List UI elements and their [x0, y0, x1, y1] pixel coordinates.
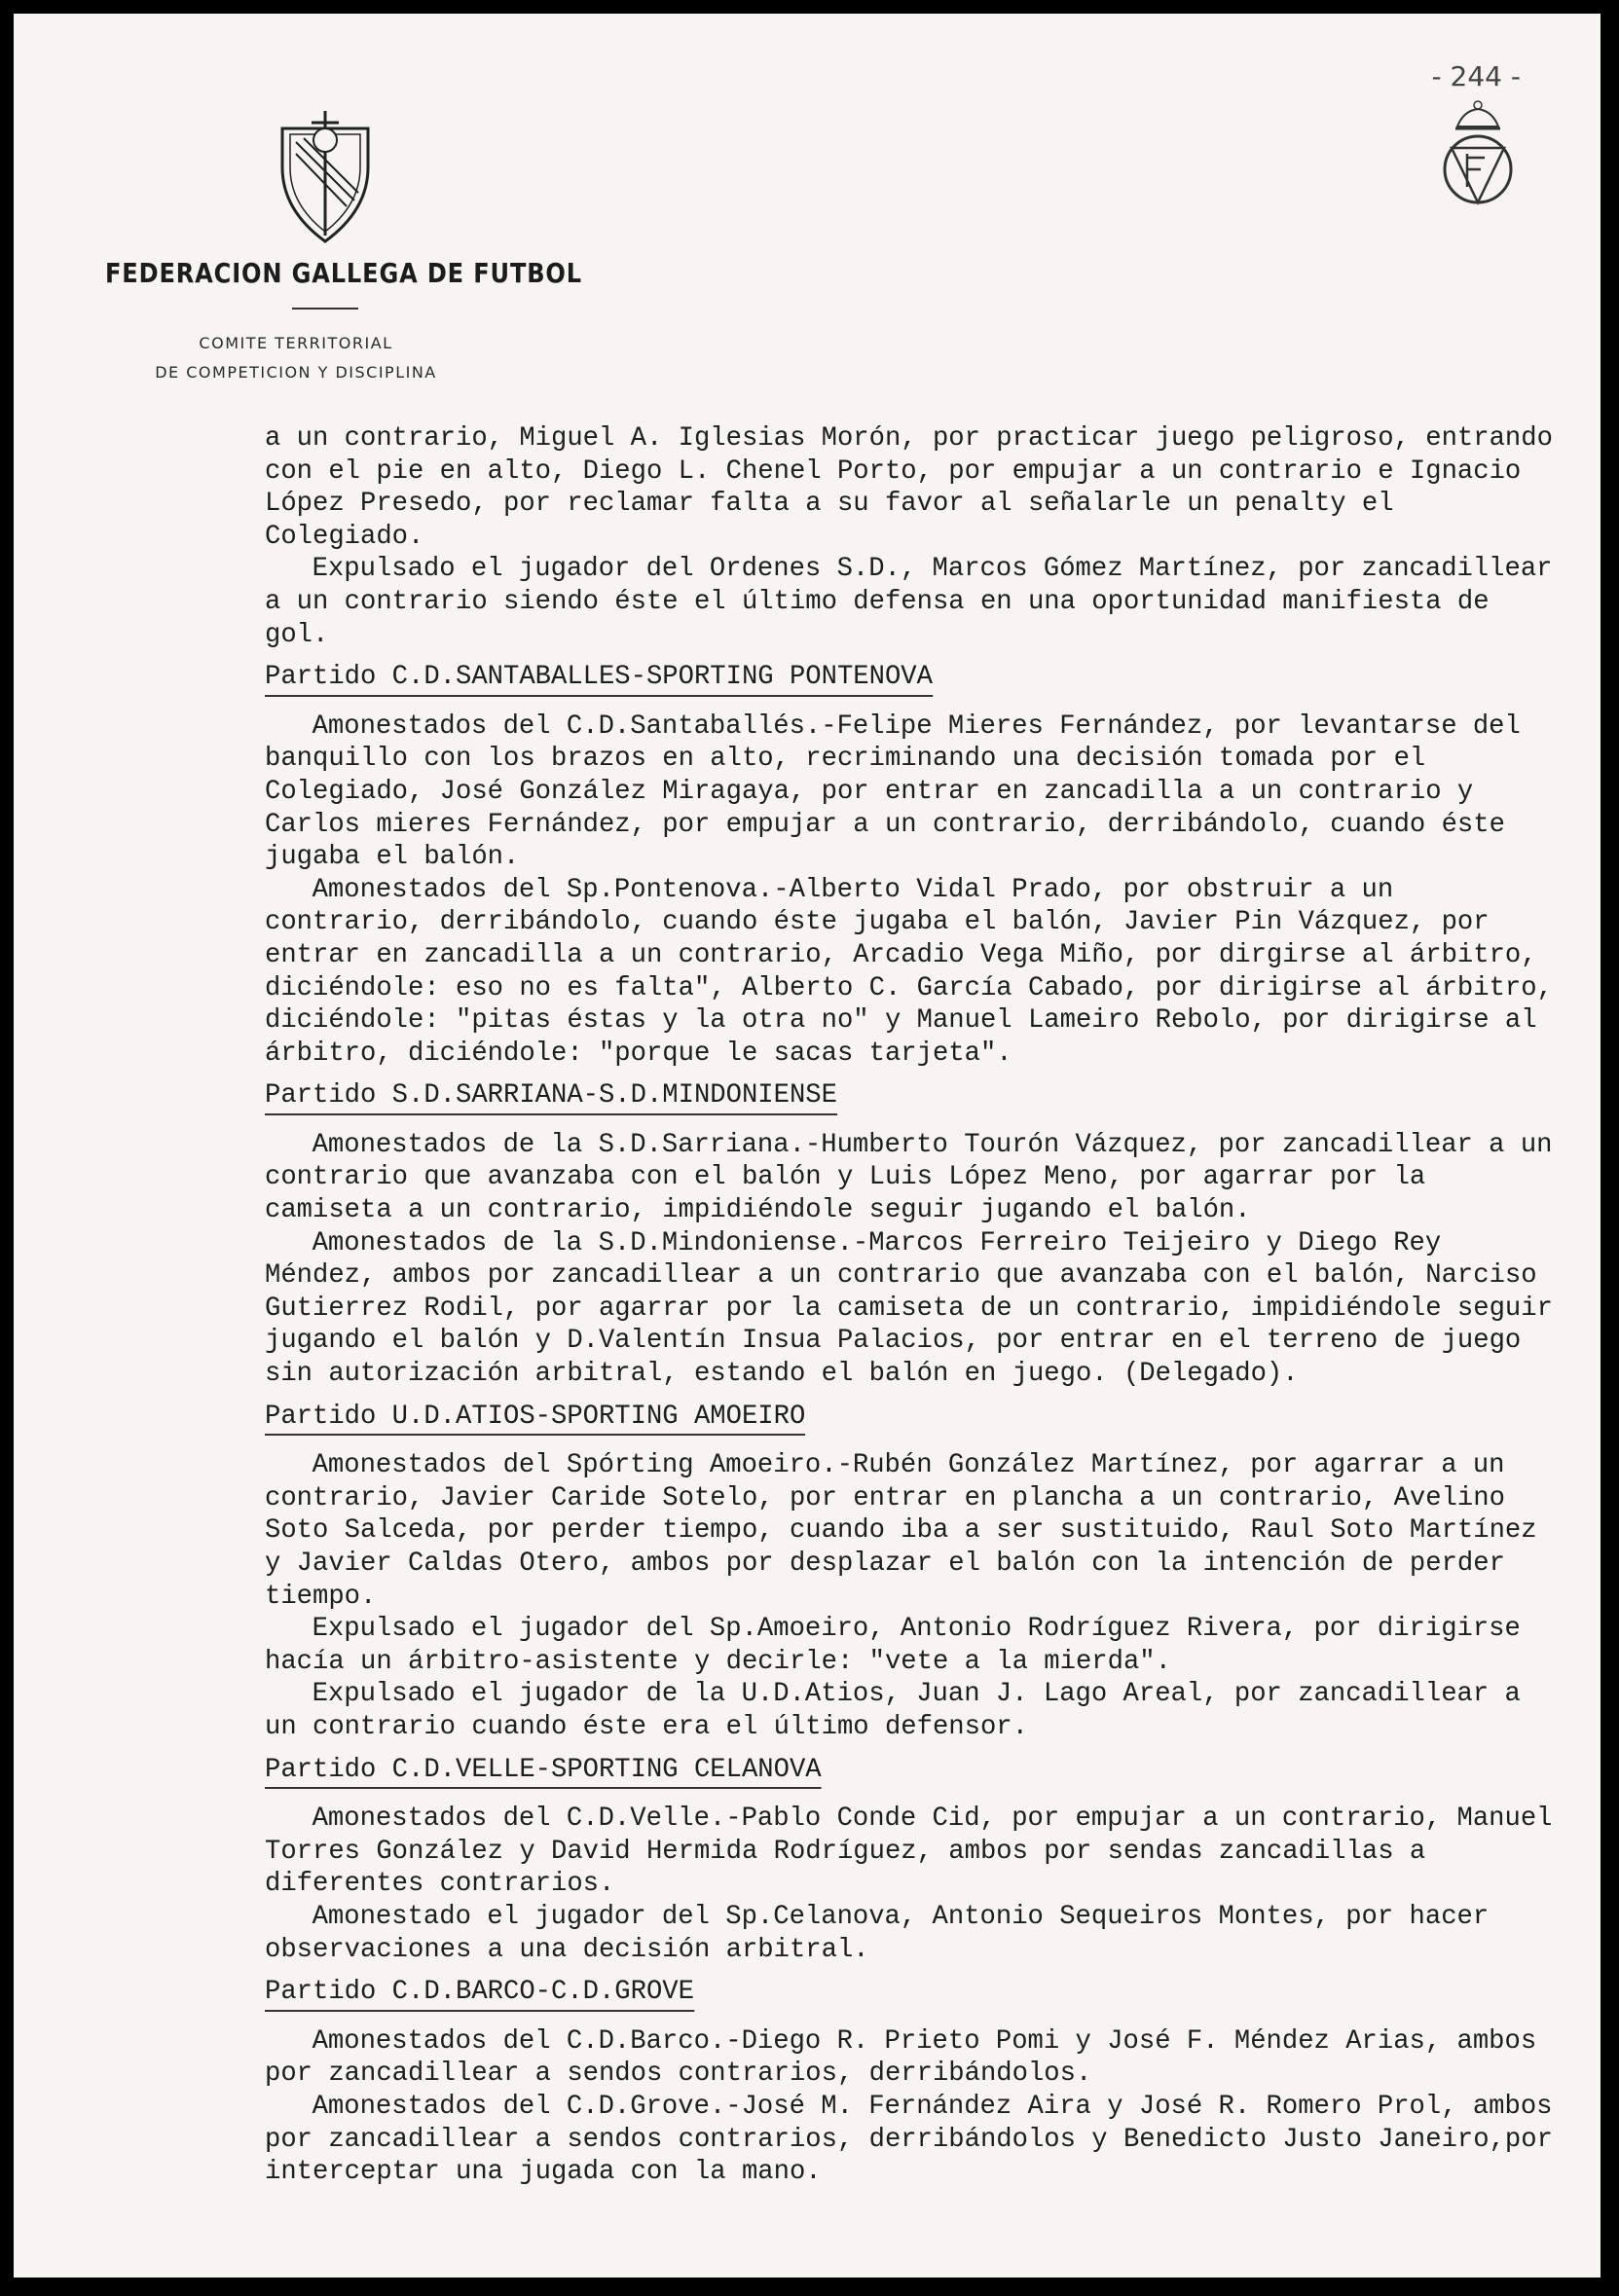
- paragraph: Amonestados del C.D.Grove.-José M. Fernández Aira y José R. Romero Prol, ambos por zancadillear a sendos contrarios, derribándolos y Benedicto Justo Janeiro,por interceptar una jugada con la mano.: [265, 2091, 1553, 2188]
- paragraph: Amonestados de la S.D.Mindoniense.-Marcos Ferreiro Teijeiro y Diego Rey Méndez, ambos por zancadillear a un contrario que avanzaba con el balón, Narciso Gutierrez Rodil, por agarrar por la camiseta de un contrario, impidiéndole seguir jugando el balón y D.Valentín Insua Palacios, por entrar en el terreno de juego sin autorización arbitral, estando el balón en juego. (Delegado).: [265, 1227, 1553, 1390]
- match-heading: Partido C.D.SANTABALLES-SPORTING PONTENOVA: [265, 661, 933, 697]
- paragraph: Amonestados del C.D.Santaballés.-Felipe Mieres Fernández, por levantarse del banquillo con los brazos en alto, recriminando una decisión tomada por el Colegiado, José González Miragaya, por entrar en zancadilla a un contrario y Carlos mieres Fernández, por empujar a un contrario, derribándolo, cuando éste jugaba el balón.: [265, 711, 1521, 873]
- paragraph: Amonestados del C.D.Velle.-Pablo Conde Cid, por empujar a un contrario, Manuel Torres González y David Hermida Rodríguez, ambos por sendas zancadillas a diferentes contrarios.: [265, 1804, 1553, 1900]
- paragraph: Amonestado el jugador del Sp.Celanova, Antonio Sequeiros Montes, por hacer observaciones a una decisión arbitral.: [265, 1901, 1490, 1965]
- match-heading: Partido S.D.SARRIANA-S.D.MINDONIENSE: [265, 1079, 837, 1115]
- document-body: [265, 422, 1554, 2189]
- paragraph: a un contrario, Miguel A. Iglesias Morón, por practicar juego peligroso, entrando con el pie en alto, Diego L. Chenel Porto, por empujar a un contrario e Ignacio López Presedo, por reclamar falta a su favor al señalarle un penalty el Colegiado.: [265, 423, 1553, 552]
- page-number: - 244 -: [1431, 60, 1521, 92]
- paragraph: Amonestados del C.D.Barco.-Diego R. Prieto Pomi y José F. Méndez Arias, ambos por zancadillear a sendos contrarios, derribándolos.: [265, 2025, 1537, 2090]
- federation-shield-icon: [276, 109, 374, 245]
- paragraph: Expulsado el jugador de la U.D.Atios, Juan J. Lago Areal, por zancadillear a un contrario cuando éste era el último defensor.: [265, 1679, 1521, 1742]
- paragraph: Amonestados de la S.D.Sarriana.-Humberto Tourón Vázquez, por zancadillear a un contrario que avanzaba con el balón y Luis López Meno, por agarrar por la camiseta a un contrario, impidiéndole seguir jugando el balón.: [265, 1129, 1553, 1226]
- paragraph: Amonestados del Spórting Amoeiro.-Rubén González Martínez, por agarrar a un contrario, Javier Caride Sotelo, por entrar en plancha a un contrario, Avelino Soto Salceda, por perder tiempo, cuando iba a ser sustituido, Raul Soto Martínez y Javier Caldas Otero, ambos por desplazar el balón con la intención de perder tiempo.: [265, 1450, 1537, 1612]
- match-heading: Partido C.D.BARCO-C.D.GROVE: [265, 1976, 694, 2012]
- match-heading: Partido U.D.ATIOS-SPORTING AMOEIRO: [265, 1401, 805, 1437]
- section-barco-grove: [265, 1966, 1554, 2189]
- committee-line-2: DE COMPETICION Y DISCIPLINA: [155, 363, 437, 382]
- paragraph: Amonestados del Sp.Pontenova.-Alberto Vidal Prado, por obstruir a un contrario, derribándolo, cuando éste jugaba el balón, Javier Pin Vázquez, por entrar en zancadilla a un contrario, Arcadio Vega Miño, por dirgirse al árbitro, diciéndole: eso no es falta", Alberto C. García Cabado, por dirigirse al árbitro, diciéndole: "pitas éstas y la otra no" y Manuel Lameiro Rebolo, por dirigirse al árbitro, diciéndole: "porque le sacas tarjeta".: [265, 874, 1553, 1069]
- paragraph: Expulsado el jugador del Ordenes S.D., Marcos Gómez Martínez, por zancadillear a un contrario siendo éste el último defensa en una oportunidad manifiesta de gol.: [265, 554, 1553, 650]
- document-page: [14, 14, 1601, 2278]
- header-separator: [292, 308, 358, 310]
- paragraph: Expulsado el jugador del Sp.Amoeiro, Antonio Rodríguez Rivera, por dirigirse hacía un árbitro-asistente y decirle: "vete a la mierda".: [265, 1614, 1521, 1677]
- section-sarriana-mindoniense: [265, 1070, 1554, 1390]
- match-heading: Partido C.D.VELLE-SPORTING CELANOVA: [265, 1754, 822, 1790]
- committee-line-1: COMITE TERRITORIAL: [199, 334, 393, 352]
- section-velle-celanova: [265, 1744, 1554, 1967]
- federation-name: FEDERACION GALLEGA DE FUTBOL: [105, 257, 582, 289]
- rfef-crest-icon: [1430, 97, 1526, 230]
- section-atios-amoeiro: [265, 1391, 1554, 1744]
- committee-name: [92, 329, 500, 387]
- section-continuation: [265, 422, 1554, 651]
- section-santaballes-pontenova: [265, 651, 1554, 1070]
